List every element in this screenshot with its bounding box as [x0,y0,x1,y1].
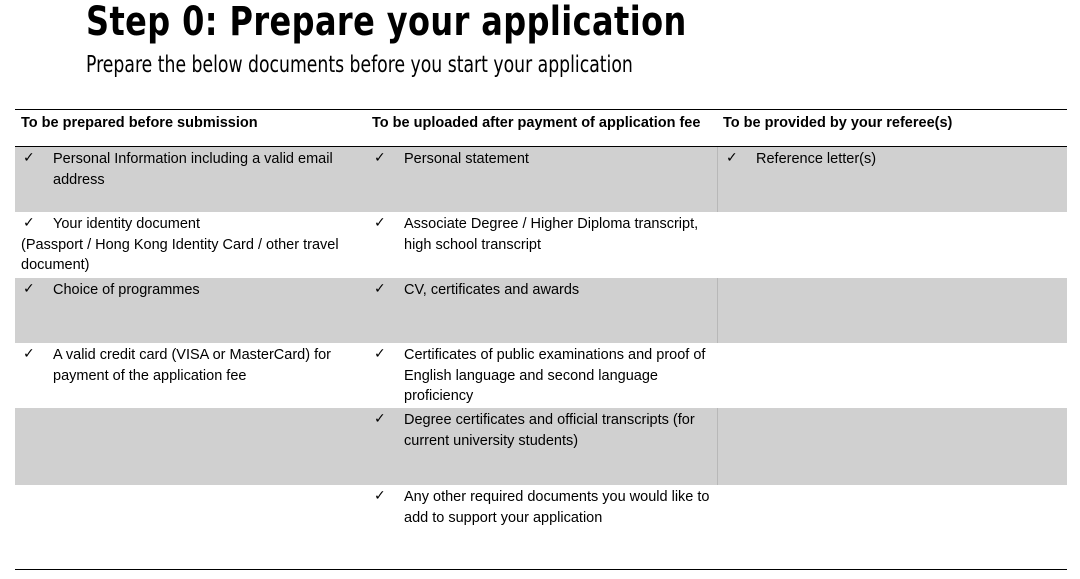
documents-table [15,109,1067,565]
checklist-item [724,147,1063,170]
checklist-item [21,212,362,276]
table-header-row [15,110,1067,147]
item-text: Choice of programmes [53,282,200,298]
checkmark-icon: ✓ [374,411,386,427]
table-row [15,278,1067,343]
item-text: Associate Degree / Higher Diploma transcript, high school transcript [404,216,699,253]
item-text: CV, certificates and awards [404,282,580,298]
item-text: A valid credit card (VISA or MasterCard) for payment of the application fee [53,347,332,384]
item-text: Your identity document [53,216,200,232]
item-text-detail: (Passport / Hong Kong Identity Card / other travel document) [21,236,339,273]
checkmark-icon: ✓ [23,281,35,297]
checklist-item [372,485,713,528]
checklist-item [372,408,713,451]
item-text: Certificates of public examinations and proof of English language and second language proficiency [404,347,706,404]
checklist-item [372,343,713,407]
checklist-item [21,343,362,386]
header-prepared-before-submission: To be prepared before submission [21,115,258,131]
checkmark-icon: ✓ [374,281,386,297]
checkmark-icon: ✓ [23,150,35,166]
item-text: Any other required documents you would like to add to support your application [404,489,710,526]
item-text: Personal statement [404,151,529,167]
checklist-item [21,147,362,190]
header-provided-by-referee: To be provided by your referee(s) [723,115,953,131]
checkmark-icon: ✓ [374,346,386,362]
checklist-item [21,278,362,301]
checkmark-icon: ✓ [23,346,35,362]
checkmark-icon: ✓ [23,215,35,231]
checkmark-icon: ✓ [374,488,386,504]
table-row [15,212,1067,278]
checklist-item [372,212,713,255]
table-row [15,408,1067,485]
table-row [15,485,1067,565]
table-row [15,147,1067,212]
page-subtitle: Prepare the below documents before you start your application [86,52,633,78]
checkmark-icon: ✓ [374,150,386,166]
table-row [15,343,1067,408]
page-title: Step 0: Prepare your application [86,0,687,45]
checklist-item [372,147,713,170]
checklist-item [372,278,713,301]
item-text: Degree certificates and official transcripts (for current university students) [404,412,695,449]
table-bottom-rule [15,569,1067,570]
checkmark-icon: ✓ [374,215,386,231]
item-text: Personal Information including a valid email address [53,151,333,188]
checkmark-icon: ✓ [726,150,738,166]
item-text: Reference letter(s) [756,151,877,167]
header-uploaded-after-payment: To be uploaded after payment of application fee [372,115,701,131]
